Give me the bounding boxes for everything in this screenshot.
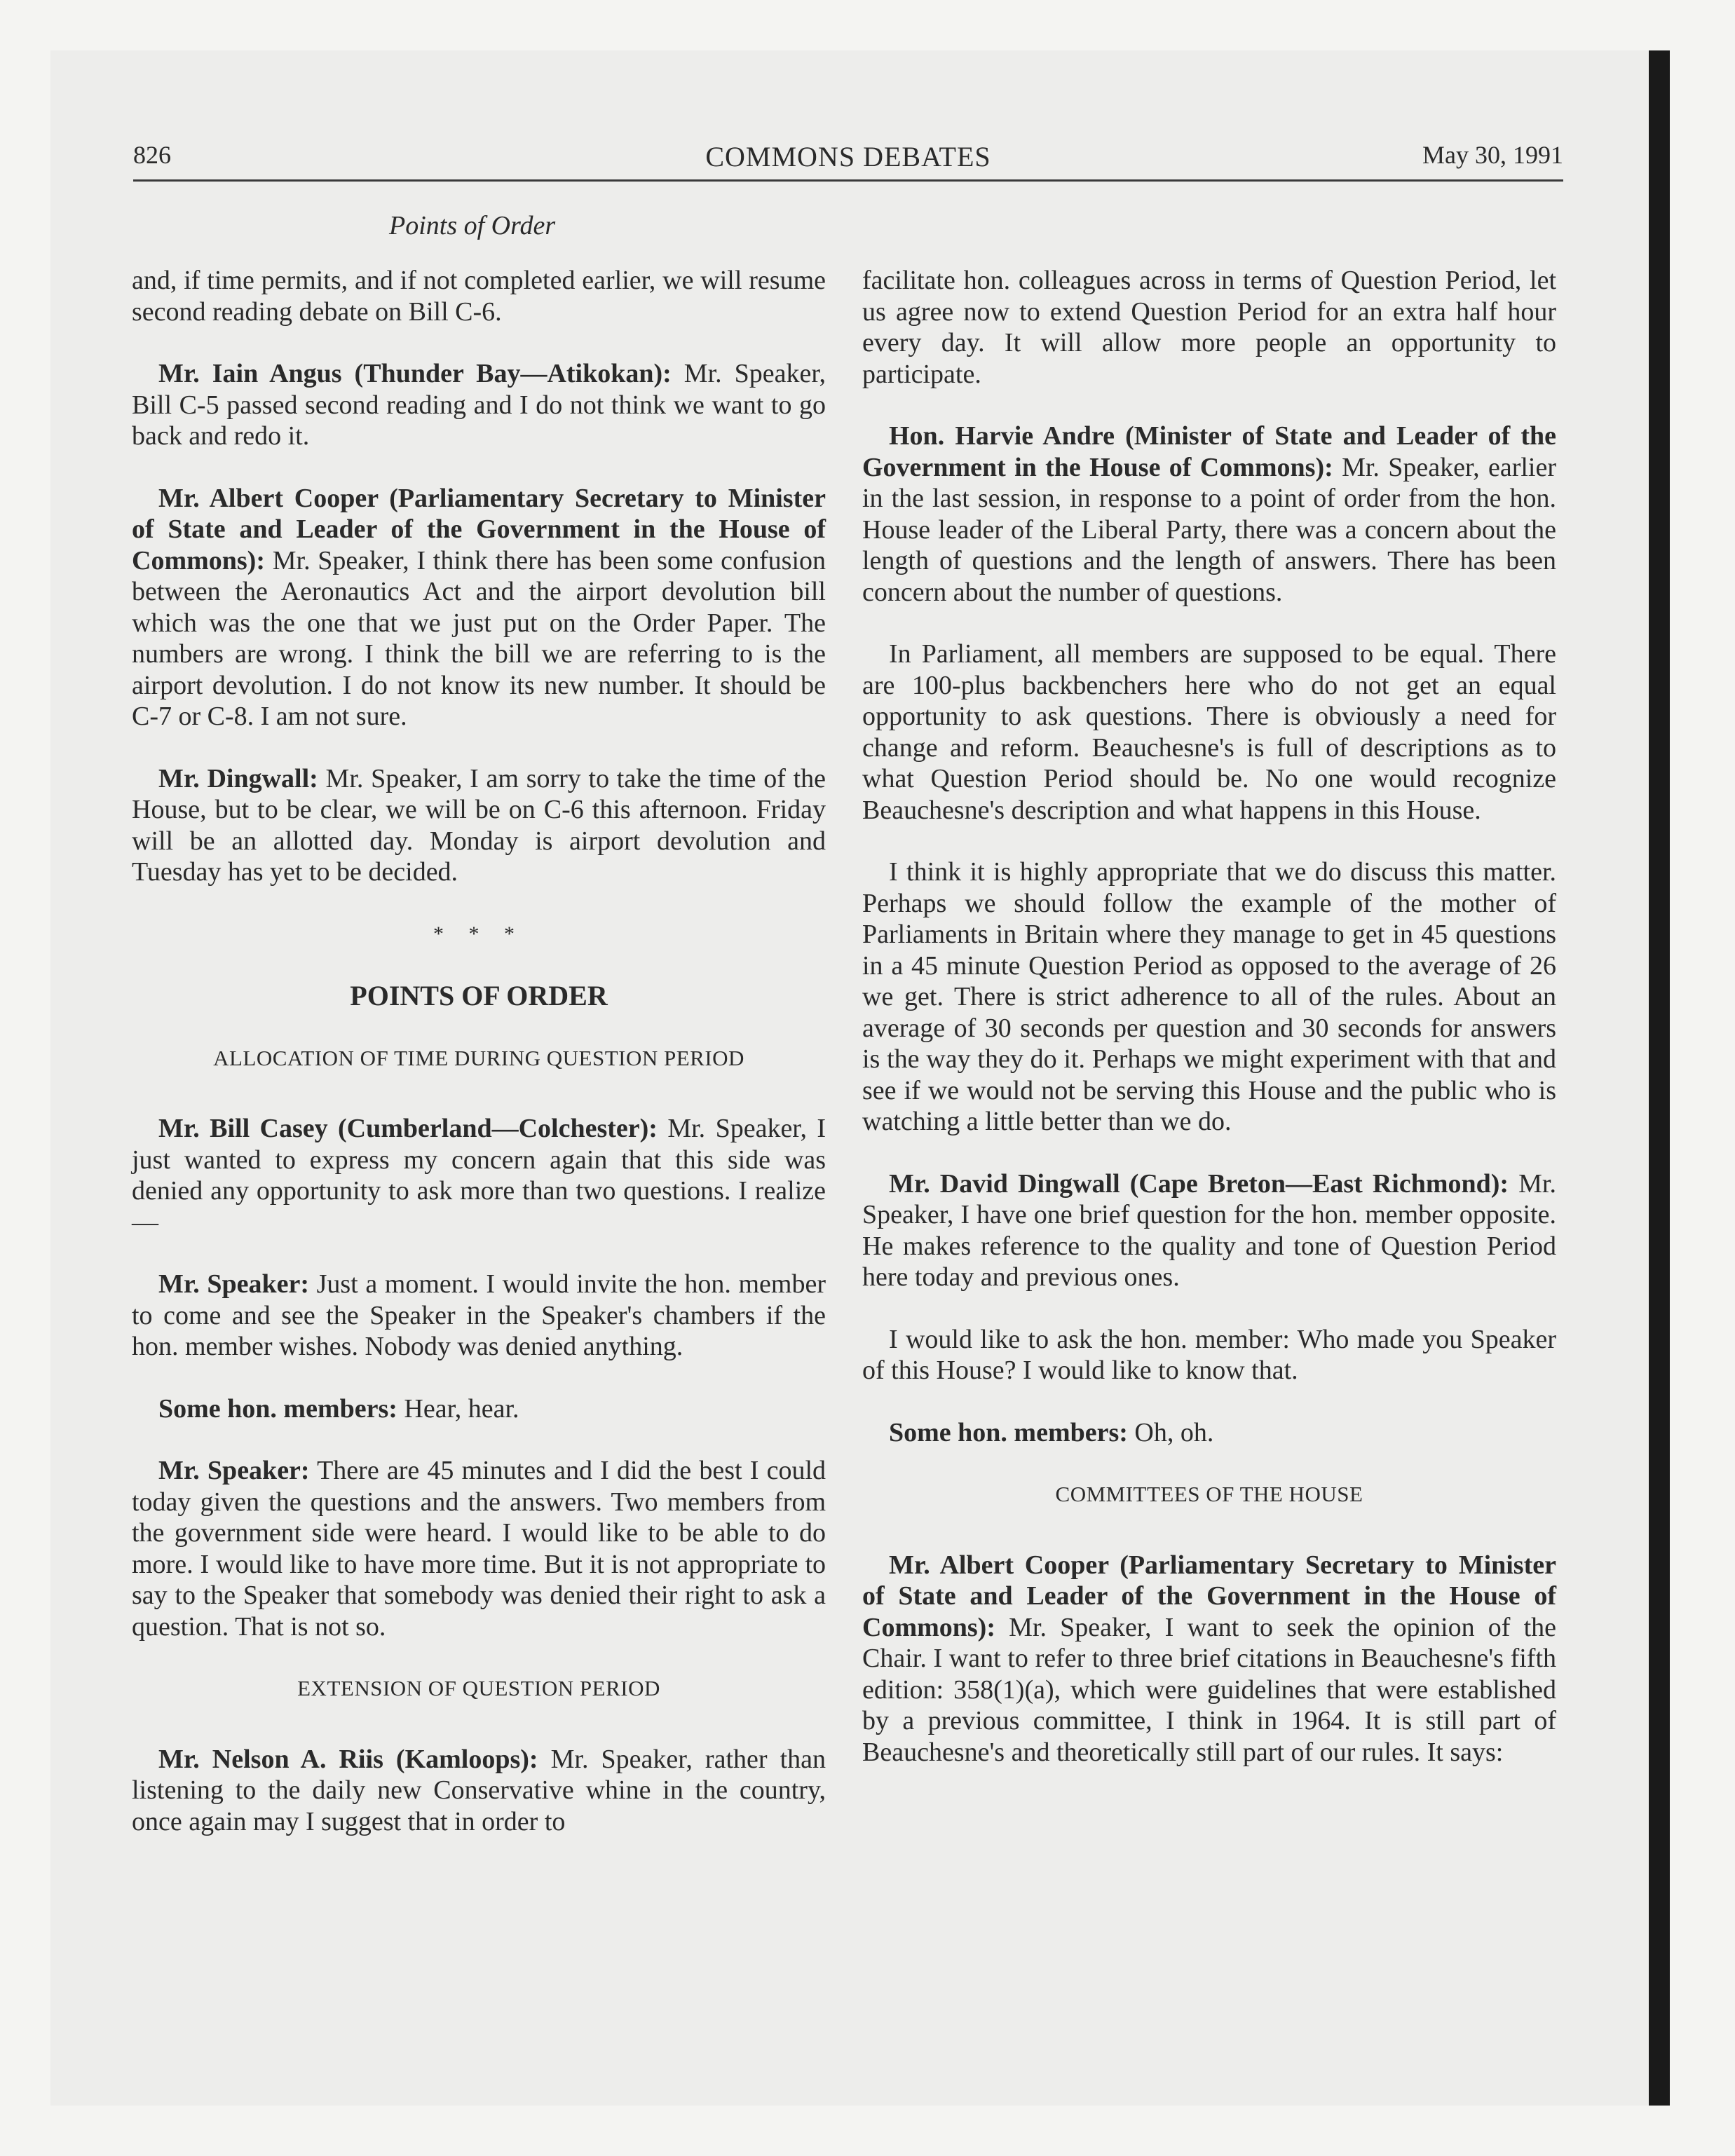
paragraph [862,1417,1556,1449]
subsection-heading: COMMITTEES OF THE HOUSE [1055,1482,1363,1506]
speaker-name: Some hon. members: [158,1393,397,1424]
page-date: May 30, 1991 [1422,141,1563,169]
scan-edge-bar [1649,50,1670,2106]
paragraph-text: Mr. Speaker, earlier in the last session, in response to a point of order from the hon. House leader of the Liberal Party, there was a concern about the length of questions and the length of answers. There has been concern about the number of questions. [862,452,1556,607]
right-column [862,265,1556,1799]
paragraph [862,857,1556,1138]
paragraph-text: Mr. Speaker, I just wanted to express my concern again that this side was denied any opportunity to ask more than two questions. I realize— [132,1114,826,1237]
speaker-name: Some hon. members: [889,1417,1128,1447]
paragraph [862,1550,1556,1768]
paragraph-text: facilitate hon. colleagues across in terms of Question Period, let us agree now to extend Question Period for an extra half hour every day. It will allow more people an opportunity to participate. [862,266,1556,389]
header-rule [133,179,1563,182]
paragraph-text: Hear, hear. [397,1393,519,1424]
speaker-name: Mr. Iain Angus (Thunder Bay—Atikokan): [158,359,672,388]
paragraph-text: I think it is highly appropriate that we do discuss this matter. Perhaps we should follow the example of the mother of Parliaments in Britain where they manage to get in 45 questions in a 45 minute Question Period as opposed to the average of 26 we get. There is strict adherence to all of the rules. About an average of 30 seconds per question and 30 seconds for answers is the way they do it. Perhaps we might experiment with that and see if we would not be serving this House and the public who is watching a little better than we do. [862,857,1556,1136]
paragraph-text: Mr. Speaker, Bill C-5 passed second reading and I do not think we want to go back and redo it. [132,359,826,451]
paragraph [132,265,826,327]
speaker-name: Mr. Nelson A. Riis (Kamloops): [158,1744,538,1774]
speaker-name: Mr. Albert Cooper (Parliamentary Secretary to Minister of State and Leader of the Government in the House of Commons): [862,1550,1556,1642]
paragraph-text: In Parliament, all members are supposed to be equal. There are 100-plus backbenchers here who do not get an equal opportunity to ask questions. There is obviously a need for change and reform. Beauchesne's is full of descriptions as to what Question Period should be. No one would recognize Beauchesne's description and what happens in this House. [862,639,1556,825]
section-heading: POINTS OF ORDER [350,980,608,1011]
paragraph [132,1455,826,1642]
speaker-name: Mr. Albert Cooper (Parliamentary Secretary to Minister of State and Leader of the Government in the House of Commons): [132,483,826,575]
speaker-name: Mr. Speaker: [158,1269,309,1299]
paragraph [132,1113,826,1238]
paragraph-text: Mr. Speaker, I want to seek the opinion of the Chair. I want to refer to three brief citations in Beauchesne's fifth edition: 358(1)(a), which were guidelines that were established by a previous committee, I think in 1964. It is still part of Beauchesne's and theoretically still part of our rules. It says: [862,1612,1556,1767]
paragraph [132,358,826,452]
speaker-name: Hon. Harvie Andre (Minister of State and Leader of the Government in the House of Commons): [862,421,1556,482]
section-subtitle: Points of Order [389,211,556,240]
page-number: 826 [133,141,171,169]
left-column [132,265,826,1868]
page-header [133,140,1563,182]
speaker-name: Mr. David Dingwall (Cape Breton—East Richmond): [889,1168,1509,1199]
paragraph-text: I would like to ask the hon. member: Who made you Speaker of this House? I would like to know that. [862,1324,1556,1385]
paragraph [862,639,1556,826]
publication-title: COMMONS DEBATES [705,141,991,172]
paragraph-text: Mr. Speaker, rather than listening to the daily new Conservative whine in the country, once again may I suggest that in order to [132,1744,826,1836]
paragraph-text: Oh, oh. [1127,1417,1214,1447]
paragraph [132,1269,826,1363]
speaker-name: Mr. Dingwall: [158,763,318,793]
paragraph [132,483,826,732]
paragraph-text: Just a moment. I would invite the hon. member to come and see the Speaker in the Speaker's chambers if the hon. member wishes. Nobody was denied anything. [132,1269,826,1361]
paragraph-text: Mr. Speaker, I think there has been some confusion between the Aeronautics Act and the airport devolution bill which was the one that we just put on the Order Paper. The numbers are wrong. I think the bill we are referring to is the airport devolution. I do not know its new number. It should be C-7 or C-8. I am not sure. [132,545,826,731]
paragraph [862,1324,1556,1386]
paragraph [862,421,1556,608]
paragraph-text: and, if time permits, and if not completed earlier, we will resume second reading debate on Bill C-6. [132,266,826,327]
subsection-heading: ALLOCATION OF TIME DURING QUESTION PERIOD [213,1045,744,1070]
paragraph-text: There are 45 minutes and I did the best I could today given the questions and the answers. Two members from the government side were heard. I would like to be able to do more. I would like to have more time. But it is not appropriate to say to the Speaker that somebody was denied their right to ask a question. That is not so. [132,1456,826,1642]
paragraph [132,1744,826,1838]
speaker-name: Mr. Speaker: [158,1456,310,1485]
paragraph-text: Mr. Speaker, I have one brief question for the hon. member opposite. He makes reference to the quality and tone of Question Period here today and previous ones. [862,1168,1556,1292]
paragraph [862,265,1556,390]
subsection-heading: EXTENSION OF QUESTION PERIOD [297,1676,660,1700]
paragraph [862,1168,1556,1293]
paragraph-text: Mr. Speaker, I am sorry to take the time of the House, but to be clear, we will be on C-6 this afternoon. Friday will be an allotted day. Monday is airport devolution and Tuesday has yet to be decided. [132,763,826,887]
section-separator: * * * [433,922,524,946]
paragraph [132,1393,826,1425]
paragraph [132,763,826,888]
speaker-name: Mr. Bill Casey (Cumberland—Colchester): [158,1114,658,1143]
